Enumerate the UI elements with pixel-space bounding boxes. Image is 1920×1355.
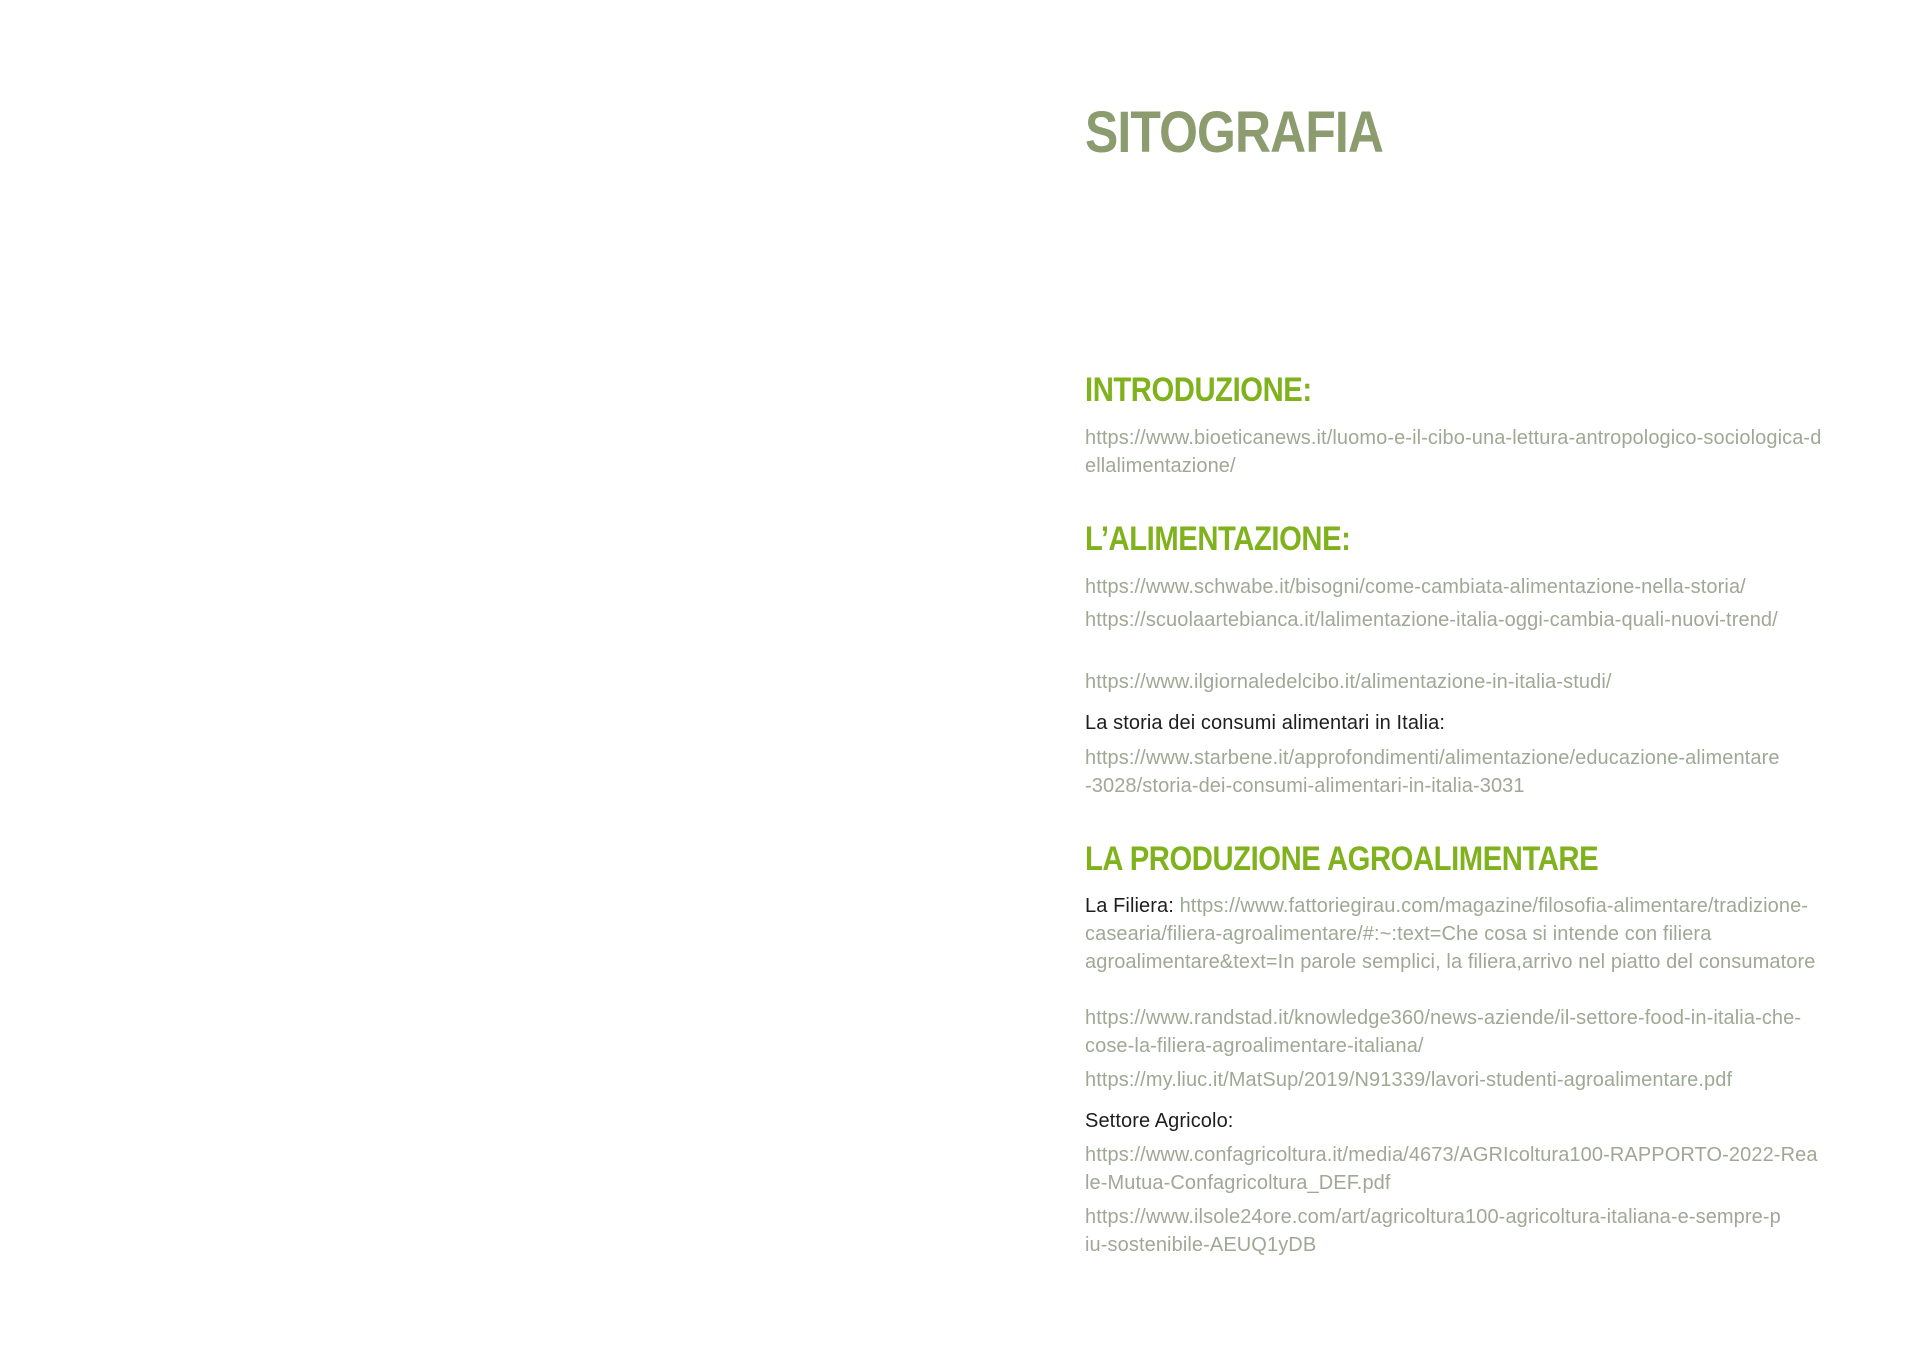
link-liuc[interactable]: https://my.liuc.it/MatSup/2019/N91339/lavori-studenti-agroalimentare.pdf	[1085, 1069, 1733, 1091]
link-confagricoltura-wrap	[1085, 1141, 1820, 1197]
label-filiera: La Filiera:	[1085, 895, 1180, 917]
section-heading-produzione-agroalimentare: LA PRODUZIONE AGROALIMENTARE	[1085, 840, 1599, 878]
link-scuolaartebianca[interactable]: https://scuolaartebianca.it/lalimentazione-italia-oggi-cambia-quali-nuovi-trend/	[1085, 609, 1778, 631]
link-schwabe[interactable]: https://www.schwabe.it/bisogni/come-cambiata-alimentazione-nella-storia/	[1085, 576, 1746, 598]
link-randstad[interactable]: https://www.randstad.it/knowledge360/news-aziende/il-settore-food-in-italia-che-cose-la-filiera-agroalimentare-italiana/	[1085, 1007, 1802, 1057]
link-ilsole24ore[interactable]: https://www.ilsole24ore.com/art/agricoltura100-agricoltura-italiana-e-sempre-piu-sostenibile-AEUQ1yDB	[1085, 1206, 1781, 1256]
link-bioeticanews[interactable]: https://www.bioeticanews.it/luomo-e-il-cibo-una-lettura-antropologico-sociologica-dellalimentazione/	[1085, 427, 1822, 477]
section-heading-introduzione: INTRODUZIONE:	[1085, 371, 1312, 409]
link-ilsole24ore-wrap	[1085, 1203, 1785, 1259]
link-fattoriegirau[interactable]: https://www.fattoriegirau.com/magazine/filosofia-alimentare/tradizione-casearia/filiera-agroalimentare/#:~:text=Che cosa si intende con filiera agroalimentare&text=In parole semplici, la filiera,arrivo nel piatto del consumatore	[1085, 895, 1816, 973]
link-confagricoltura[interactable]: https://www.confagricoltura.it/media/4673/AGRIcoltura100-RAPPORTO-2022-Reale-Mutua-Confagricoltura_DEF.pdf	[1085, 1144, 1818, 1194]
link-schwabe-wrap	[1085, 573, 1830, 601]
filiera-paragraph	[1085, 892, 1835, 976]
link-randstad-wrap	[1085, 1004, 1805, 1060]
link-starbene-wrap	[1085, 744, 1785, 800]
link-liuc-wrap	[1085, 1066, 1830, 1094]
label-settore-agricolo: Settore Agricolo:	[1085, 1110, 1234, 1132]
label-storia-consumi: La storia dei consumi alimentari in Italia:	[1085, 712, 1446, 734]
section-introduzione-links	[1085, 424, 1830, 480]
page-title: SITOGRAFIA	[1085, 100, 1384, 165]
link-ilgiornaledelcibo[interactable]: https://www.ilgiornaledelcibo.it/alimentazione-in-italia-studi/	[1085, 671, 1612, 693]
link-starbene[interactable]: https://www.starbene.it/approfondimenti/alimentazione/educazione-alimentare-3028/storia-dei-consumi-alimentari-in-italia-3031	[1085, 747, 1780, 797]
section-heading-alimentazione: L’ALIMENTAZIONE:	[1085, 520, 1351, 558]
link-ilgiornaledelcibo-wrap	[1085, 668, 1830, 696]
link-scuolaartebianca-wrap	[1085, 606, 1820, 634]
